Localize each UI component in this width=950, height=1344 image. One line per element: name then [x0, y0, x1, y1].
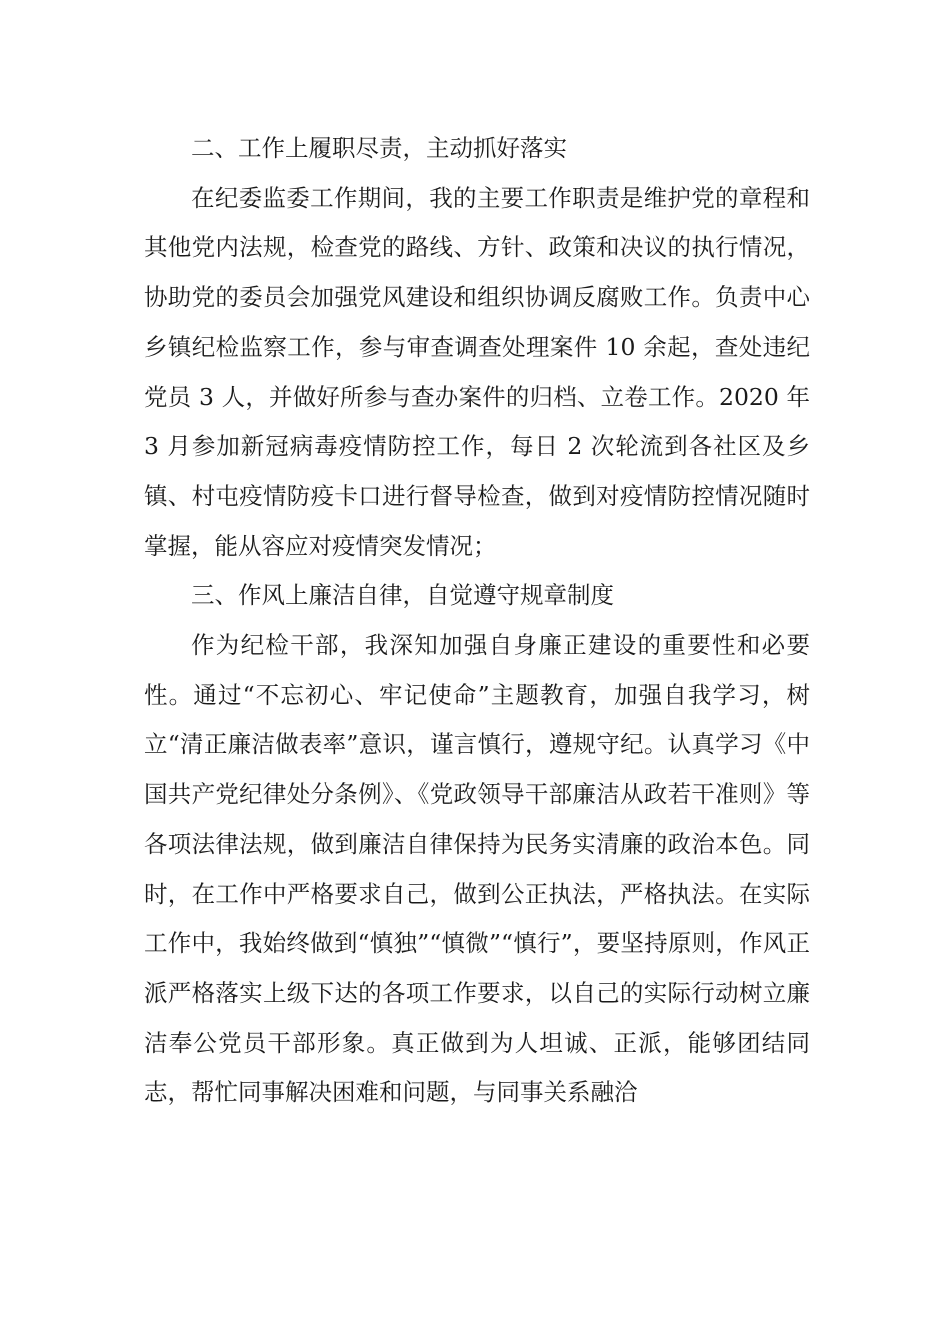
- section-paragraph-work: 在纪委监委工作期间，我的主要工作职责是维护党的章程和其他党内法规，检查党的路线、方针、政策和决议的执行情况，协助党的委员会加强党风建设和组织协调反腐败工作。负责中心乡镇纪检监察工作，参与审查调查处理案件 10 余起，查处违纪党员 3 人，并做好所参与查办案件的归档、立卷工作。2020 年 3 月参加新冠病毒疫情防控工作，每日 2 次轮流到各社区及乡镇、村屯疫情防疫卡口进行督导检查，做到对疫情防控情况随时掌握，能从容应对疫情突发情况；: [144, 183, 810, 560]
- document-body: [144, 124, 810, 1118]
- section-heading-conduct: 三、作风上廉洁自律，自觉遵守规章制度: [191, 581, 614, 610]
- section-heading-work: 二、工作上履职尽责，主动抓好落实: [191, 134, 567, 162]
- section-paragraph-conduct: 作为纪检干部，我深知加强自身廉正建设的重要性和必要性。通过“不忘初心、牢记使命”主题教育，加强自我学习，树立“清正廉洁做表率”意识，谨言慎行，遵规守纪。认真学习《中国共产党纪律处分条例》、《党政领导干部廉洁从政若干准则》等各项法律法规，做到廉洁自律保持为民务实清廉的政治本色。同时，在工作中严格要求自己，做到公正执法，严格执法。在实际工作中，我始终做到“慎独”“慎微”“慎行”，要坚持原则，作风正派严格落实上级下达的各项工作要求，以自己的实际行动树立廉洁奉公党员干部形象。真正做到为人坦诚、正派，能够团结同志，帮忙同事解决困难和问题，与同事关系融洽: [144, 631, 810, 1107]
